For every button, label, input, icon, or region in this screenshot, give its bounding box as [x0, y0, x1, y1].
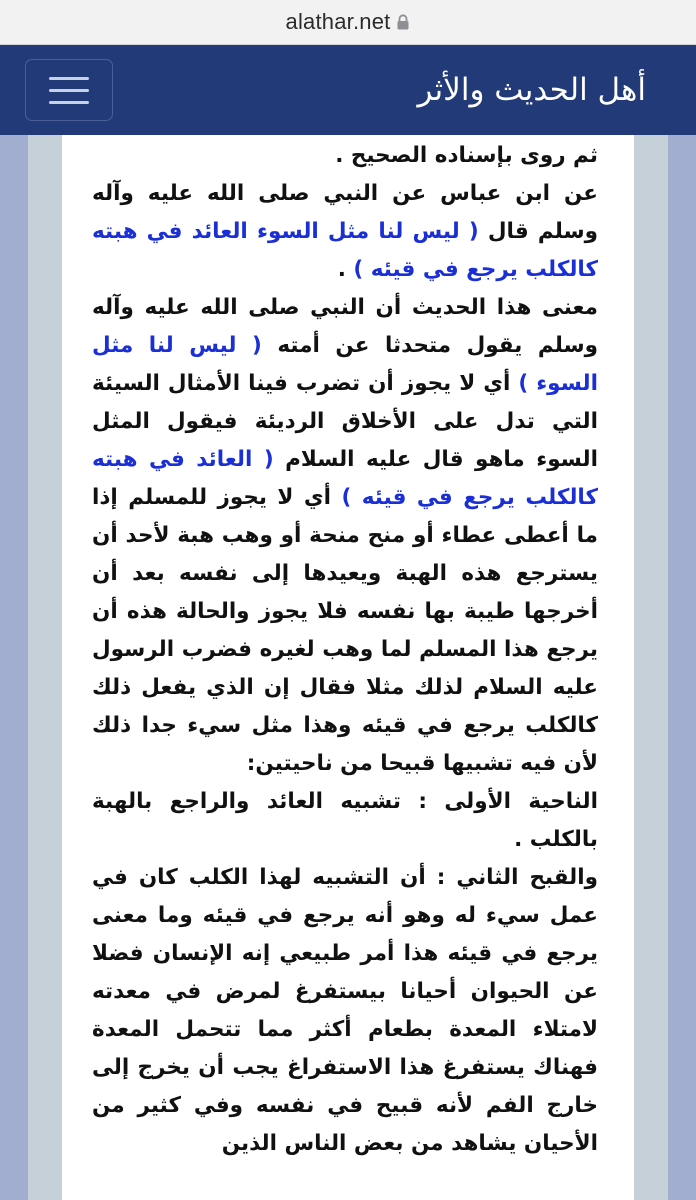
url-text: alathar.net	[285, 9, 391, 34]
article-paragraph	[92, 289, 598, 783]
content-gutter-left	[28, 135, 62, 1200]
lock-icon	[396, 14, 410, 30]
hadith-quote: ( ليس لنا مثل السوء العائد في هبته كالكلب يرجع في قيئه )	[92, 219, 598, 282]
site-title[interactable]: أهل الحديث والأثر	[417, 72, 646, 108]
article-body	[62, 135, 634, 1200]
article-paragraph: الناحية الأولى : تشبيه العائد والراجع بالهبة بالكلب .	[92, 789, 598, 852]
article-paragraph: ثم روى بإسناده الصحيح .	[335, 143, 598, 168]
paragraph-text: أي لا يجوز أن تضرب فينا الأمثال السيئة التي تدل على الأخلاق الرديئة فيقول المثل السوء ماهو قال عليه السلام	[92, 371, 598, 472]
article-paragraph	[92, 175, 598, 289]
hadith-quote: ( ليس لنا مثل السوء )	[92, 333, 598, 396]
content-gutter-right	[634, 135, 668, 1200]
paragraph-text: .	[337, 257, 354, 282]
browser-url-bar[interactable]	[0, 0, 696, 45]
url-display[interactable]	[286, 9, 411, 35]
paragraph-text: عن ابن عباس عن النبي صلى الله عليه وآله وسلم قال	[92, 181, 599, 244]
hadith-quote: ( العائد في هبته كالكلب يرجع في قيئه )	[92, 447, 599, 510]
paragraph-text: معنى هذا الحديث أن النبي صلى الله عليه وآله وسلم يقول متحدثا عن أمته	[92, 295, 598, 358]
paragraph-text: أي لا يجوز للمسلم إذا ما أعطى عطاء أو منح منحة أو وهب هبة لأحد أن يسترجع هذه الهبة ويعيدها إلى نفسه بعد أن أخرجها طيبة بها نفسه فلا يجوز والحالة هذه أن يرجع هذا المسلم لما وهب لغيره فضرب الرسول عليه السلام لذلك مثلا فقال إن الذي يفعل ذلك كالكلب يرجع في قيئه وهذا مثل سيء جدا ذلك لأن فيه تشبيها قبيحا من ناحيتين:	[92, 485, 598, 776]
menu-bar-line	[49, 77, 89, 80]
hamburger-menu-icon[interactable]	[25, 59, 113, 121]
page-background-right	[668, 135, 696, 1200]
menu-bar-line	[49, 101, 89, 104]
menu-bar-line	[49, 89, 89, 92]
page-background-left	[0, 135, 28, 1200]
site-navbar	[0, 45, 696, 135]
article-paragraph: والقبح الثاني : أن التشبيه لهذا الكلب كان في عمل سيء له وهو أنه يرجع في قيئه وما معنى يرجع في قيئه هذا أمر طبيعي إنه الإنسان فضلا عن الحيوان أحيانا بيستفرغ لمرض في معدته لامتلاء المعدة بطعام أكثر مما تتحمل المعدة فهناك يستفرغ هذا الاستفراغ يجب أن يخرج إلى خارج الفم لأنه قبيح في نفسه وفي كثير من الأحيان يشاهد من بعض الناس الذين	[92, 865, 598, 1156]
